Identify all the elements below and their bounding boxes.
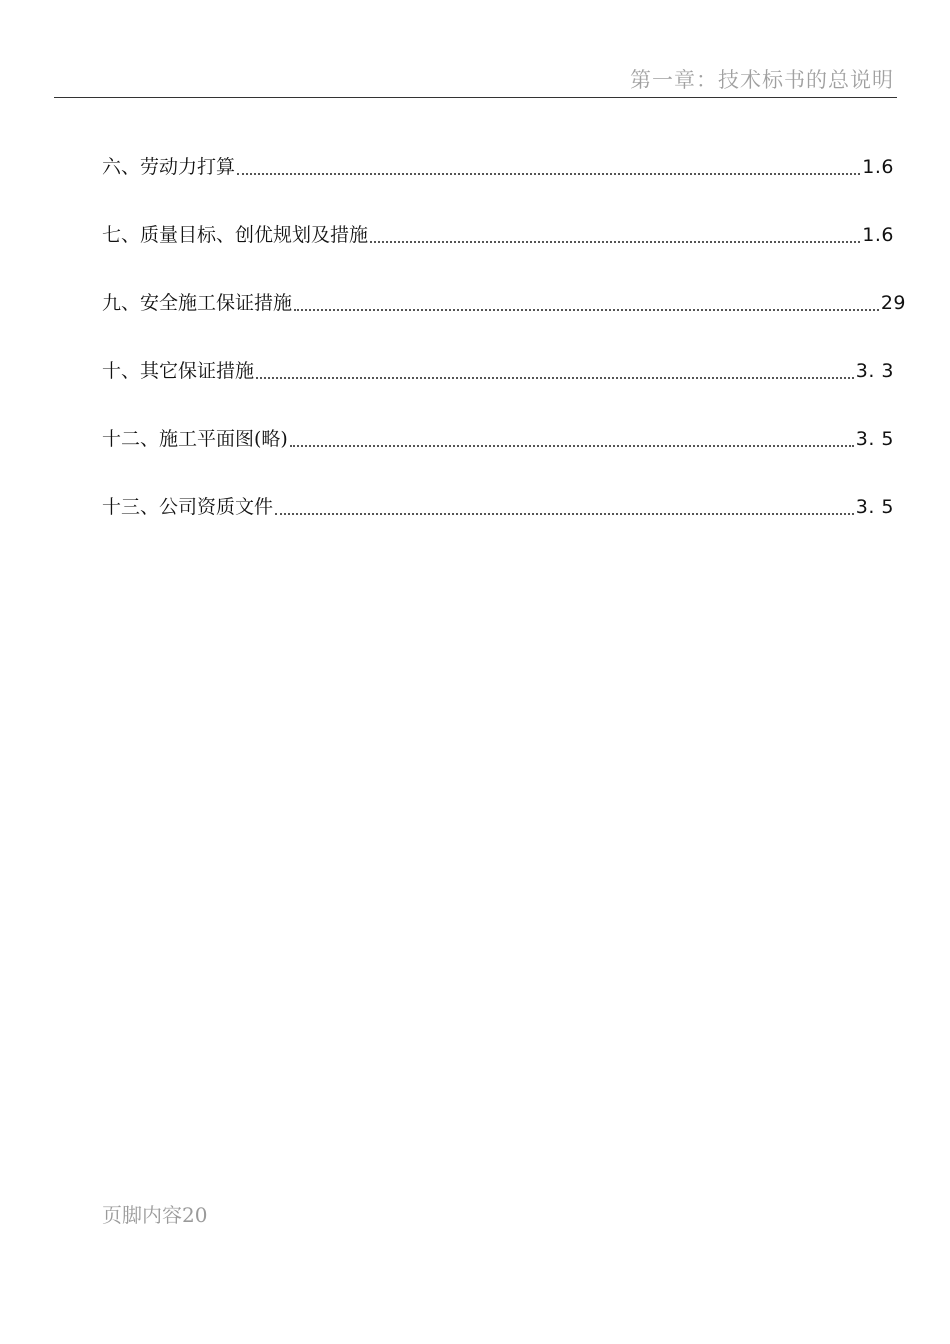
toc-dot-leader bbox=[290, 424, 854, 454]
toc-entry-label: 十、其它保证措施 bbox=[102, 360, 255, 382]
toc-entry[interactable] bbox=[102, 250, 906, 318]
toc-entry[interactable] bbox=[102, 318, 894, 386]
page-footer-text: 页脚内容20 bbox=[102, 1203, 208, 1227]
toc-entry-page: 1.6 bbox=[862, 156, 894, 178]
toc-entry-label: 七、质量目标、创优规划及措施 bbox=[102, 224, 369, 246]
toc-dot-leader bbox=[370, 220, 860, 250]
header-divider bbox=[54, 97, 897, 98]
toc-entry[interactable] bbox=[102, 454, 894, 522]
toc-dot-leader bbox=[256, 356, 854, 386]
chapter-header-title: 第一章：技术标书的总说明 bbox=[630, 68, 894, 92]
toc-entry[interactable] bbox=[102, 386, 894, 454]
toc-entry[interactable] bbox=[102, 182, 894, 250]
toc-entry-label: 六、劳动力打算 bbox=[102, 156, 236, 178]
toc-dot-leader bbox=[237, 152, 860, 182]
toc-dot-leader bbox=[275, 492, 854, 522]
toc-dot-leader bbox=[294, 288, 879, 318]
toc-entry-label: 九、安全施工保证措施 bbox=[102, 292, 293, 314]
toc-entry-label: 十二、施工平面图(略) bbox=[102, 428, 288, 450]
toc-entry-page: 3. 5 bbox=[855, 428, 894, 450]
toc-entry-page: 3. 5 bbox=[855, 496, 894, 518]
table-of-contents bbox=[102, 114, 906, 522]
toc-entry-page: 1.6 bbox=[862, 224, 894, 246]
toc-entry-page: 3. 3 bbox=[855, 360, 894, 382]
toc-entry-page: 29 bbox=[880, 292, 906, 314]
toc-entry-label: 十三、公司资质文件 bbox=[102, 496, 274, 518]
toc-entry[interactable] bbox=[102, 114, 894, 182]
